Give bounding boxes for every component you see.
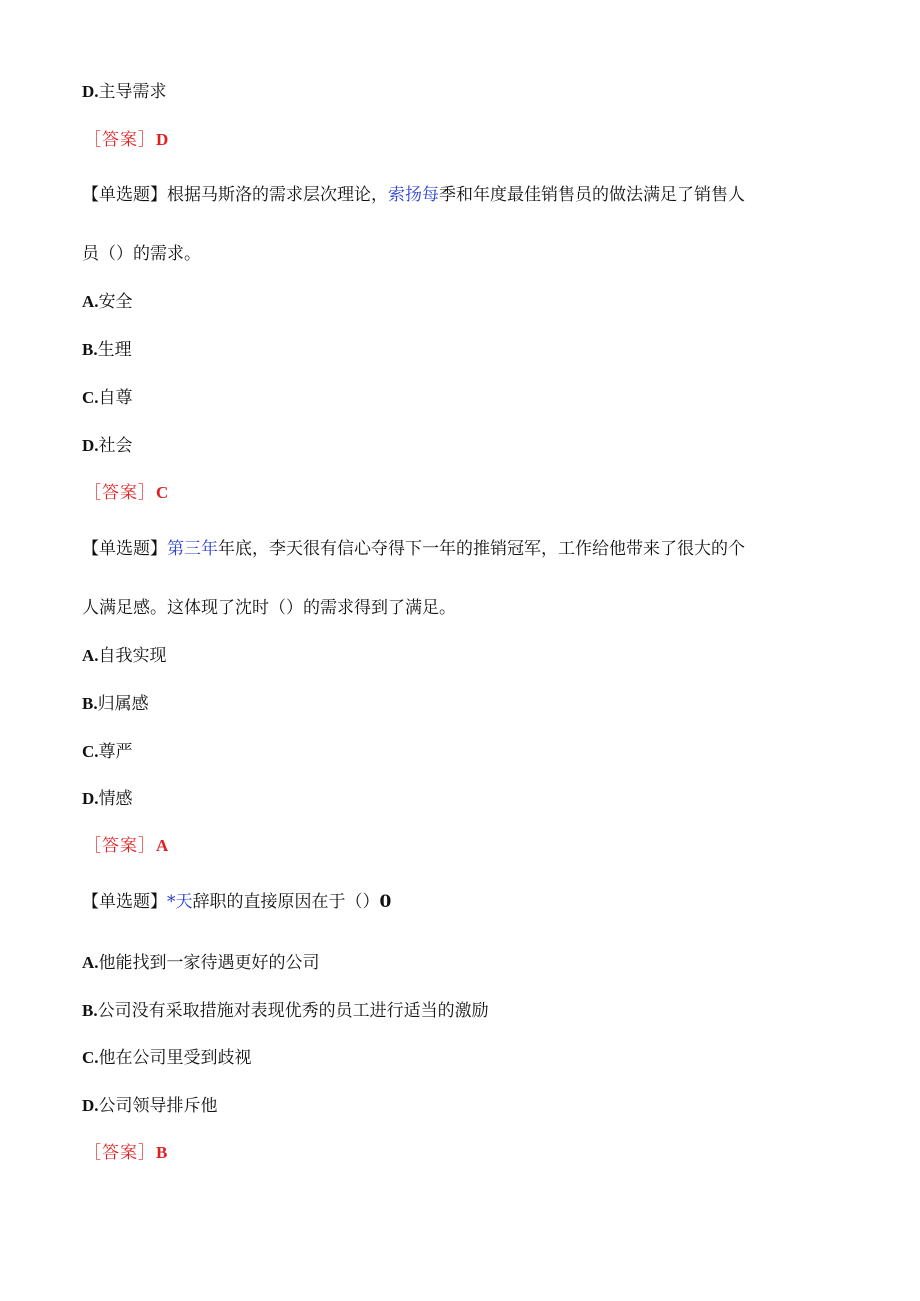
option-a — [82, 951, 320, 975]
option-c — [82, 740, 133, 764]
option-letter: B. — [82, 694, 98, 713]
option-text: 尊严 — [98, 742, 133, 762]
option-letter: C. — [82, 742, 99, 761]
answer-letter: B — [156, 1143, 169, 1162]
answer-label: ［答案］ — [84, 836, 156, 856]
option-c — [82, 1046, 252, 1070]
question-stem — [82, 890, 391, 914]
question-type: 【单选题】 — [82, 892, 167, 912]
option-text: 主导需求 — [98, 82, 167, 102]
option-text: 社会 — [98, 436, 133, 456]
option-letter: B. — [82, 1001, 98, 1020]
stem-text: 辞职的直接原因在于（） — [192, 892, 380, 912]
question-stem — [82, 183, 745, 207]
question-stem — [82, 537, 745, 561]
option-a — [82, 290, 133, 314]
option-a — [82, 644, 167, 668]
answer-line — [84, 481, 169, 505]
answer-letter: D — [156, 130, 170, 149]
answer-letter: A — [156, 836, 170, 855]
option-d — [82, 80, 167, 104]
stem-highlight: 索扬每 — [388, 185, 439, 205]
option-b — [82, 999, 489, 1023]
stem-text: 季和年度最佳销售员的做法满足了销售人 — [439, 185, 745, 205]
question-stem-continued — [82, 242, 201, 266]
option-text: 自我实现 — [98, 646, 167, 666]
option-letter: C. — [82, 388, 99, 407]
answer-letter: C — [156, 483, 170, 502]
question-type: 【单选题】 — [82, 539, 167, 559]
answer-line — [84, 128, 169, 152]
option-text: 他在公司里受到歧视 — [98, 1048, 252, 1068]
option-letter: A. — [82, 292, 99, 311]
option-text: 公司没有采取措施对表现优秀的员工进行适当的激励 — [97, 1001, 489, 1021]
option-letter: A. — [82, 646, 99, 665]
answer-line — [84, 834, 169, 858]
question-type: 【单选题】 — [82, 185, 167, 205]
stem-text: 人满足感。这体现了沈时（）的需求得到了满足。 — [82, 598, 456, 618]
answer-label: ［答案］ — [84, 1143, 156, 1163]
option-text: 归属感 — [97, 694, 149, 714]
option-letter: C. — [82, 1048, 99, 1067]
stem-text: 根据马斯洛的需求层次理论， — [167, 185, 388, 205]
option-c — [82, 386, 133, 410]
answer-label: ［答案］ — [84, 483, 156, 503]
option-text: 生理 — [97, 340, 132, 360]
option-d — [82, 434, 133, 458]
option-letter: D. — [82, 82, 99, 101]
option-text: 自尊 — [98, 388, 133, 408]
option-b — [82, 338, 132, 362]
stem-highlight: 第三年 — [167, 539, 218, 559]
question-stem-continued — [82, 596, 456, 620]
answer-label: ［答案］ — [84, 130, 156, 150]
option-text: 情感 — [98, 789, 133, 809]
option-text: 安全 — [98, 292, 133, 312]
option-text: 他能找到一家待遇更好的公司 — [98, 953, 320, 973]
option-text: 公司领导排斥他 — [98, 1096, 218, 1116]
option-letter: B. — [82, 340, 98, 359]
option-letter: D. — [82, 436, 99, 455]
option-letter: D. — [82, 1096, 99, 1115]
stem-text: 年底，李天很有信心夺得下一年的推销冠军，工作给他带来了很大的个 — [218, 539, 745, 559]
stem-highlight: *天 — [167, 892, 193, 912]
option-d — [82, 787, 133, 811]
option-letter: D. — [82, 789, 99, 808]
stem-end-mark: 0 — [379, 892, 392, 912]
answer-line — [84, 1141, 168, 1165]
option-b — [82, 692, 149, 716]
option-d — [82, 1094, 218, 1118]
option-letter: A. — [82, 953, 99, 972]
stem-text: 员（）的需求。 — [82, 244, 201, 264]
